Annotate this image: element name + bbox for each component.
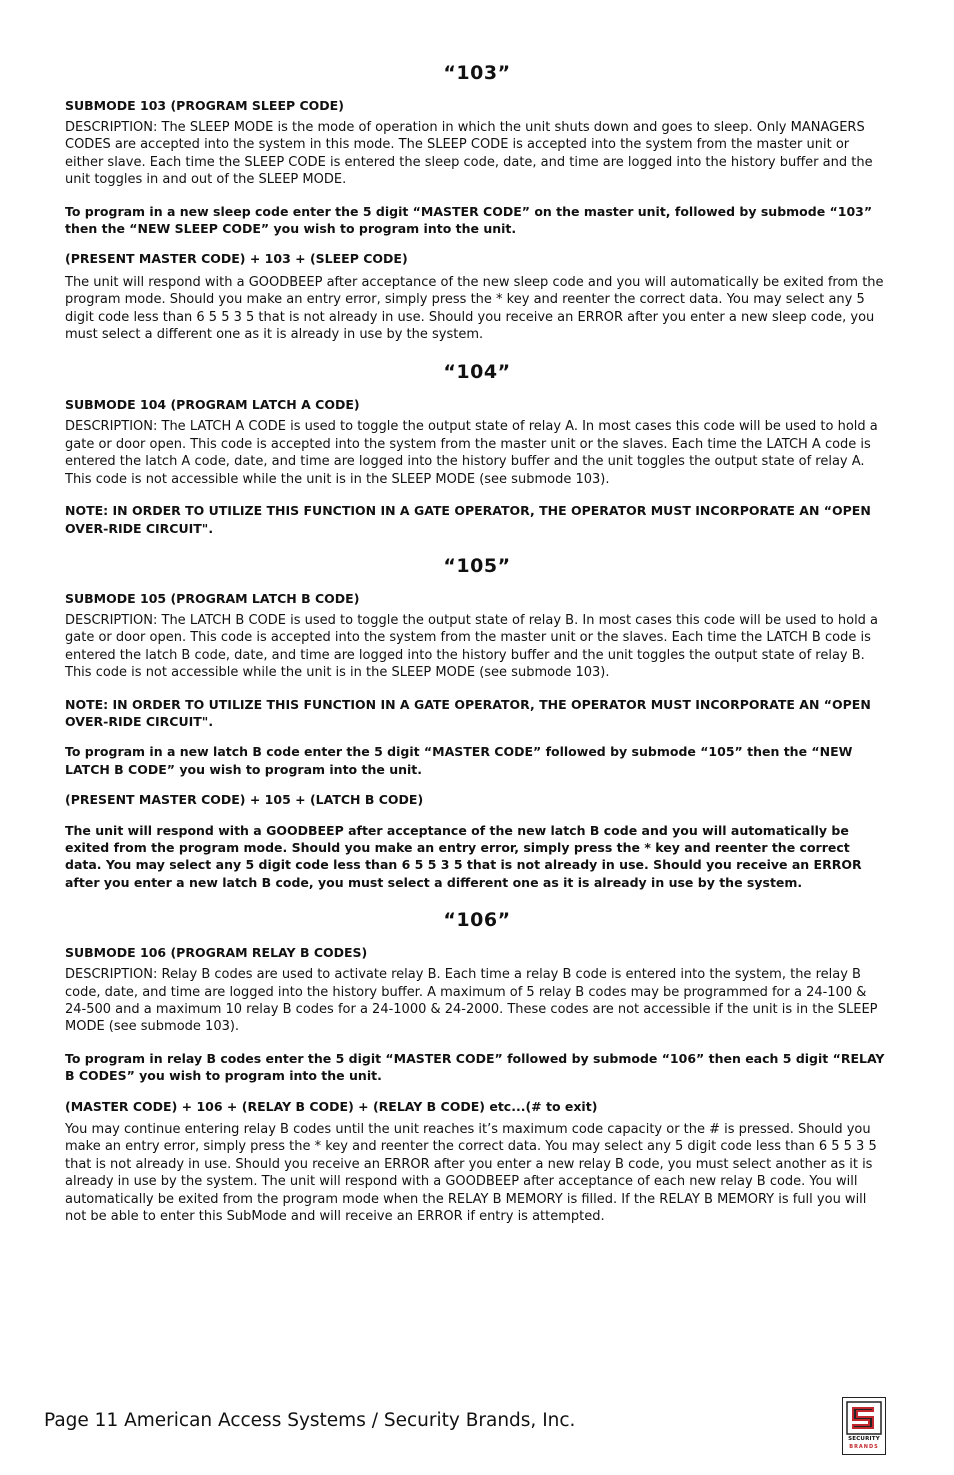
submode-title: SUBMODE 104 (PROGRAM LATCH A CODE) [65, 397, 360, 413]
instruction-paragraph: To program in a new sleep code enter the 5 digit “MASTER CODE” on the master unit, followed by submode “103” then the “NEW SLEEP CODE” you wish to program into the unit. [65, 203, 873, 237]
instruction-paragraph: To program in a new latch B code enter the 5 digit “MASTER CODE” followed by submode “105” then the “NEW LATCH B CODE” you wish to program into the unit. [65, 744, 853, 777]
security-brands-logo-icon [846, 1401, 882, 1435]
code-formula: (PRESENT MASTER CODE) + 103 + (SLEEP CODE) [65, 251, 408, 267]
logo-text-security: SECURITY [848, 1436, 880, 1442]
description-paragraph: DESCRIPTION: Relay B codes are used to activate relay B. Each time a relay B code is entered into the system, the relay B code, date, and time are logged into the history buffer. A maximum of 5 relay B codes may be programmed for a 24-100 & 24-500 and a maximum 10 relay B codes for a 24-1000 & 24-2000. These codes are not accessible if the unit is in the SLEEP MODE (see submode 103). [65, 967, 878, 1035]
section-106 [65, 909, 889, 1225]
security-brands-logo [842, 1397, 886, 1455]
document-page [65, 62, 889, 1239]
section-104 [65, 361, 889, 536]
page-footer: Page 11 American Access Systems / Security Brands, Inc. [44, 1410, 576, 1431]
submode-title: SUBMODE 103 (PROGRAM SLEEP CODE) [65, 98, 344, 113]
note-paragraph: NOTE: IN ORDER TO UTILIZE THIS FUNCTION IN A GATE OPERATOR, THE OPERATOR MUST INCORPORATE AN “OPEN OVER-RIDE CIRCUIT". [65, 696, 871, 729]
section-heading: “104” [443, 361, 511, 384]
code-formula: (MASTER CODE) + 106 + (RELAY B CODE) + (RELAY B CODE) etc...(# to exit) [65, 1098, 598, 1114]
section-105 [65, 555, 889, 891]
section-heading: “105” [443, 554, 511, 577]
response-paragraph: You may continue entering relay B codes until the unit reaches it’s maximum code capacity or the # is pressed. Should you make an entry error, simply press the * key and reenter the correct data. You may select any 5 digit code less than 6 5 5 3 5 that is not already in use. Should you receive an ERROR after you enter a new relay B code, you must select another as it is already in use by the system. The unit will respond with a GOODBEEP after acceptance of each new relay B code. You will automatically be exited from the program mode when the RELAY B MEMORY is filled. If the RELAY B MEMORY is full you will not be able to enter this SubMode and will receive an ERROR if entry is attempted. [65, 1122, 877, 1225]
description-paragraph: DESCRIPTION: The LATCH B CODE is used to toggle the output state of relay B. In most cases this code will be used to hold a gate or door open. This code is accepted into the system from the master unit or the slaves. Each time the LATCH B code is entered the latch B code, date, and time are logged into the history buffer and the unit toggles the output state of relay B. This code is not accessible while the unit is in the SLEEP MODE (see submode 103). [65, 612, 879, 681]
response-paragraph: The unit will respond with a GOODBEEP after acceptance of the new latch B code and you will automatically be exited from the program mode. Should you make an entry error, simply press the * key and reenter the correct data. You may select any 5 digit code less than 6 5 5 3 5 that is not already in use. Should you receive an ERROR after you enter a new latch B code, you must select a different one as it is already in use by the system. [65, 822, 862, 890]
logo-text-brands: BRANDS [849, 1444, 879, 1450]
note-paragraph: NOTE: IN ORDER TO UTILIZE THIS FUNCTION IN A GATE OPERATOR, THE OPERATOR MUST INCORPORATE AN “OPEN OVER-RIDE CIRCUIT". [65, 503, 871, 536]
submode-title: SUBMODE 105 (PROGRAM LATCH B CODE) [65, 590, 360, 606]
description-paragraph: DESCRIPTION: The LATCH A CODE is used to toggle the output state of relay A. In most cases this code will be used to hold a gate or door open. This code is accepted into the system from the master unit or the slaves. Each time the LATCH A code is entered the latch A code, date, and time are logged into the history buffer and the unit toggles the output state of relay A. This code is not accessible while the unit is in the SLEEP MODE (see submode 103). [65, 419, 878, 487]
section-heading: “103” [443, 62, 511, 84]
submode-title: SUBMODE 106 (PROGRAM RELAY B CODES) [65, 945, 368, 961]
description-paragraph: DESCRIPTION: The SLEEP MODE is the mode of operation in which the unit shuts down and goes to sleep. Only MANAGERS CODES are accepted into the system in this mode. The SLEEP CODE is accepted into the system from the master unit or either slave. Each time the SLEEP CODE is entered the sleep code, date, and time are logged into the history buffer and the unit toggles in and out of the SLEEP MODE. [65, 120, 873, 188]
instruction-paragraph: To program in relay B codes enter the 5 digit “MASTER CODE” followed by submode “106” then each 5 digit “RELAY B CODES” you wish to program into the unit. [65, 1050, 885, 1084]
code-formula: (PRESENT MASTER CODE) + 105 + (LATCH B CODE) [65, 792, 424, 808]
response-paragraph: The unit will respond with a GOODBEEP after acceptance of the new sleep code and you will automatically be exited from the program mode. Should you make an entry error, simply press the * key and reenter the correct data. You may select any 5 digit code less than 6 5 5 3 5 that is not already in use. Should you receive an ERROR after you enter a new sleep code, you must select a different one as it is already in use by the system. [65, 274, 884, 343]
section-heading: “106” [443, 909, 511, 932]
section-103 [65, 62, 889, 343]
